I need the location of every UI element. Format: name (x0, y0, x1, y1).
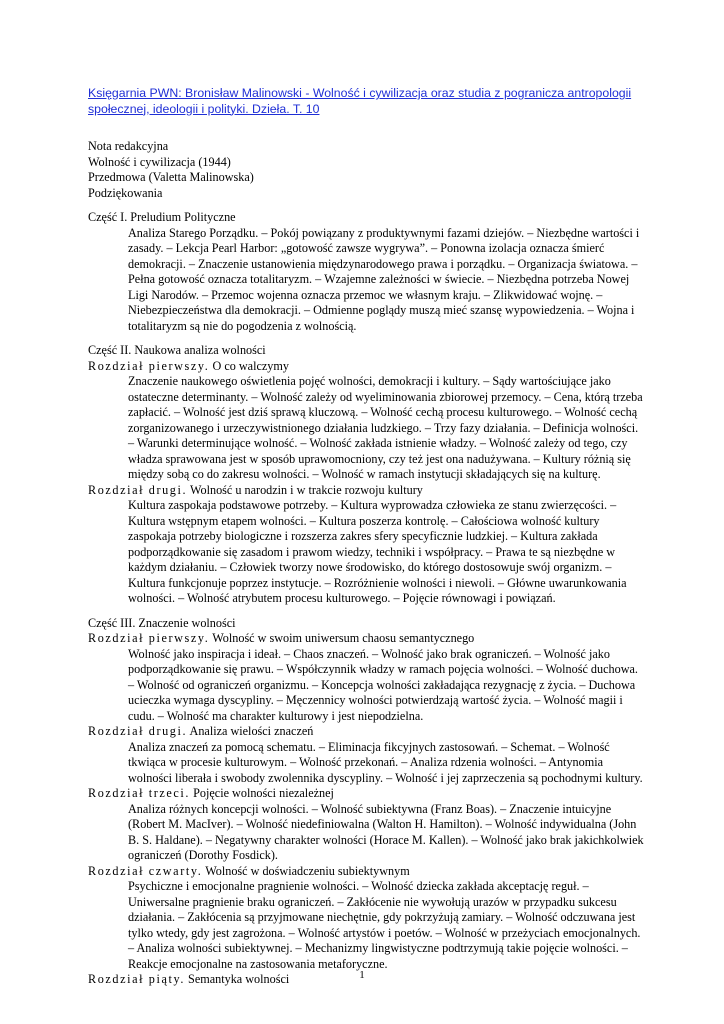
page-number: 1 (359, 969, 365, 981)
chapter-summary: Psychiczne i emocjonalne pragnienie wolności. – Wolność dziecka zakłada akceptację reguł. – Uniwersalne pragnienie braku ograniczeń. – Zakłócenie nie wywołują urazów w przypadku sukcesu działania. – Zakłócenia są przyjmowane niechętnie, gdy pokrzyżują zamiary. – Wolność odczuwana jest tylko wtedy, gdy jest zagrożona. – Wolność artystów i poetów. – Wolność w przeżyciach emocjonalnych. – Analiza wolności subiektywnej. – Mechanizmy lingwistyczne podtrzymują takie pojęcie wolności. – Reakcje emocjonalne na zastosowania metaforyczne. (128, 879, 641, 971)
chapter-title: Analiza wielości znaczeń (189, 724, 314, 738)
chapter-label: Rozdział pierwszy. (88, 631, 210, 645)
intro-item: Podziękowania (88, 185, 163, 200)
chapter-summary: Kultura zaspokaja podstawowe potrzeby. – Kultura wyprowadza człowieka ze stanu zwierzęcości. – Kultura wstępnym etapem wolności. – Kultura poszerza kontrolę. – Całościowa wolność kultury zaspokaja potrzeby biologiczne i rozszerza zakres sfery specyficznie ludzkiej. – Kultura zakłada podporządkowanie się zasadom i prawom wiedzy, techniki i współpracy. – Prawa te są niezbędne w każdym działaniu. – Człowiek tworzy nowe środowisko, do którego dostosowuje swój organizm. – Kultura funkcjonuje poprzez instytucje. – Rozróżnienie wolności i niewoli. – Główne uwarunkowania wolności. – Wolność atrybutem procesu kulturowego. – Pojęcie równowagi i powiązań. (128, 498, 627, 605)
chapter-summary: Znaczenie naukowego oświetlenia pojęć wolności, demokracji i kultury. – Sądy wartościujące jako ostateczne determinanty. – Wolność zależy od wyeliminowania zbiorowej przemocy. – Cena, którą trzeba zapłacić. – Wolność jest dziś sprawą kluczową. – Wolność cechą procesu kulturowego. – Wolność cechą zorganizowanego i urzeczywistnionego działania ludzkiego. – Trzy fazy działania. – Definicja wolności. – Warunki determinujące wolność. – Wolność zakłada istnienie władzy. – Wolność zależy od tego, czy władza sprawowana jest w sposób uprawomocniony, czy też jest ona nadużywana. – Kultury różnią się między sobą co do zakresu wolności. – Wolność w ramach instytucji składających się na kulturę. (128, 374, 643, 481)
intro-list (88, 139, 644, 201)
chapter-heading (88, 631, 644, 647)
chapter-heading (88, 724, 644, 740)
chapter-heading (88, 786, 644, 802)
intro-item: Nota redakcyjna (88, 139, 169, 153)
chapter-summary: Analiza różnych koncepcji wolności. – Wolność subiektywna (Franz Boas). – Znaczenie intuicyjne (Robert M. MacIver). – Wolność niedefiniowalna (Walton H. Hamilton). – Wolność indywidualna (John B. S. Haldane). – Negatywny charakter wolności (Horace M. Kallen). – Wolność jako brak jakichkolwiek ograniczeń (Dorothy Fosdick). (128, 801, 644, 862)
chapter-summary: Wolność jako inspiracja i ideał. – Chaos znaczeń. – Wolność jako brak ograniczeń. – Wolność jako podporządkowanie się prawu. – Współczynnik władzy w ramach pojęcia wolności. – Wolność duchowa. – Wolność od ograniczeń organizmu. – Koncepcja wolności zakładająca rezygnację z życia. – Duchowa ucieczka wymaga dyscypliny. – Męczennicy wolności potwierdzają wartość życia. – Wolność magii i cudu. – Wolność ma charakter kulturowy i jest niepodzielna. (128, 646, 638, 723)
chapter-label: Rozdział drugi. (88, 482, 188, 497)
chapter-heading (88, 359, 644, 375)
chapter-label: Rozdział piąty. (88, 972, 185, 986)
document-page (88, 86, 644, 988)
chapter-label: Rozdział drugi. (88, 724, 188, 738)
part-1-title: Część I. Preludium Polityczne (88, 210, 236, 224)
chapter-title: Wolność w doświadczeniu subiektywnym (205, 863, 410, 878)
chapter-title: O co walczymy (212, 358, 289, 373)
chapter-title: Semantyka wolności (188, 972, 290, 986)
chapter-label: Rozdział pierwszy. (88, 358, 210, 373)
part-2-title: Część II. Naukowa analiza wolności (88, 343, 266, 357)
chapter-label: Rozdział czwarty. (88, 863, 203, 878)
chapter-title: Pojęcie wolności niezależnej (193, 786, 334, 800)
chapter-heading (88, 483, 644, 499)
part-1-summary: Analiza Starego Porządku. – Pokój powiązany z produktywnymi fazami dziejów. – Niezbędne wartości i zasady. – Lekcja Pearl Harbor: „gotowość zawsze wygrywa”. – Ponowna izolacja oznacza śmierć demokracji. – Znaczenie ustanowienia międzynarodowego prawa i porządku. – Organizacja światowa. – Pełna gotowość oznacza totalitaryzm. – Wzajemne zależności w świecie. – Niezbędna potrzeba Nowej Ligi Narodów. – Przemoc wojenna oznacza przemoc we własnym kraju. – Zlikwidować wojnę. – Niebezpieczeństwa dla demokracji. – Odmienne poglądy muszą mieć szansę wypowiedzenia. – Wojna i totalitaryzm są nie do pogodzenia z wolnością. (128, 225, 640, 333)
chapter-title: Wolność w swoim uniwersum chaosu semantycznego (212, 631, 475, 645)
intro-item: Przedmowa (Valetta Malinowska) (88, 170, 254, 184)
chapter-summary: Analiza znaczeń za pomocą schematu. – Eliminacja fikcyjnych zastosowań. – Schemat. – Wolność tkwiąca w procesie kulturowym. – Wolność przekonań. – Analiza rdzenia wolności. – Antynomia wolności liberała i swobody zwolennika dyscypliny. – Wolność i jej zaprzeczenia są pochodnymi kultury. (128, 739, 643, 785)
chapter-title: Wolność u narodzin i w trakcie rozwoju kultury (189, 482, 423, 497)
chapter-label: Rozdział trzeci. (88, 786, 191, 800)
header-link[interactable]: Księgarnia PWN: Bronisław Malinowski - Wolność i cywilizacja oraz studia z pogranicza antropologii społecznej, ideologii i polityki. Dzieła. T. 10 (88, 86, 632, 116)
chapter-heading (88, 864, 644, 880)
intro-item: Wolność i cywilizacja (1944) (88, 154, 231, 169)
part-3-title: Część III. Znaczenie wolności (88, 615, 236, 630)
